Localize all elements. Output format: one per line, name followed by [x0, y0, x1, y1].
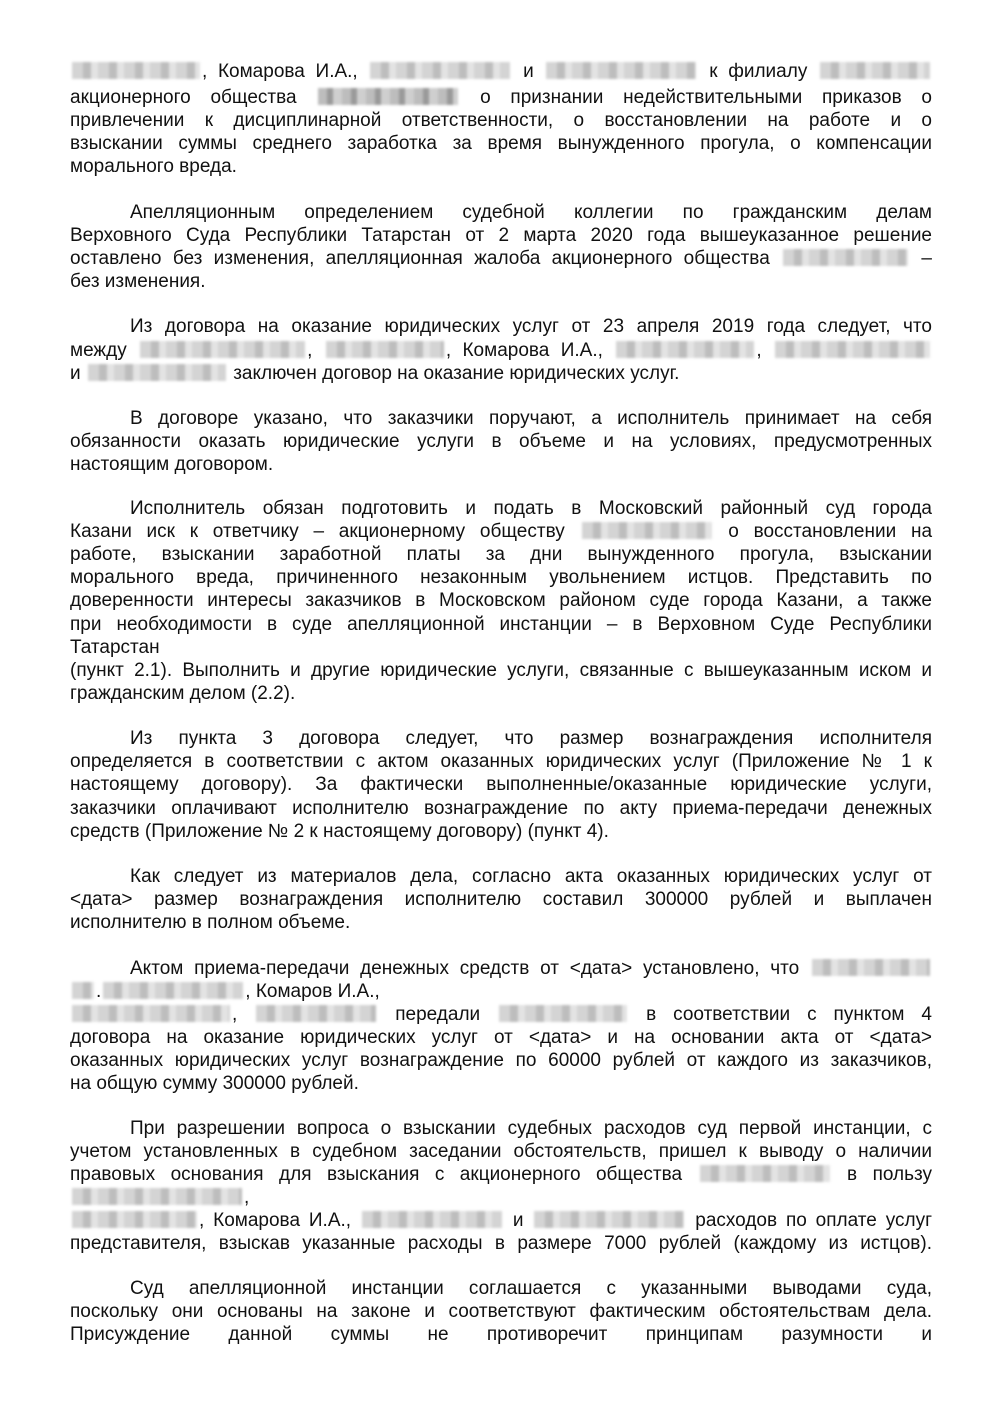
text-line: В договоре указано, что заказчики поручают, а исполнитель принимает на себя — [130, 408, 932, 429]
text-line: настоящим договором. — [70, 454, 274, 475]
text-line: обязанности оказать юридические услуги в объеме и на условиях, предусмотренных — [70, 431, 932, 452]
redacted-text — [616, 341, 754, 358]
redacted-text — [256, 1005, 376, 1022]
text-line: определяется в соответствии с актом оказанных юридических услуг (Приложение № 1 к — [70, 751, 932, 772]
text-line: доверенности интересы заказчиков в Московском районом суде города Казани, а также — [70, 590, 932, 611]
text-line: привлечении к дисциплинарной ответственности, о восстановлении на работе и о — [70, 110, 932, 131]
text-line: Из пункта 3 договора следует, что размер вознаграждения исполнителя — [130, 728, 932, 749]
redacted-text — [820, 62, 930, 79]
redacted-text — [499, 1005, 627, 1022]
text-line: настоящему договору). За фактически выполненные/оказанные юридические услуги, — [70, 774, 932, 795]
text-line: Татарстан — [70, 637, 160, 658]
redacted-text — [783, 249, 908, 266]
redacted-text — [326, 341, 444, 358]
redacted-text — [103, 982, 243, 999]
text-line: морального вреда. — [70, 156, 237, 177]
text-line: договора на оказание юридических услуг от <дата> и на основании акта от <дата> — [70, 1027, 932, 1048]
text-line: взыскании суммы среднего заработка за время вынужденного прогула, о компенсации — [70, 133, 932, 154]
text-line: Верховного Суда Республики Татарстан от 2 марта 2020 года вышеуказанное решение — [70, 225, 932, 246]
text-line: Как следует из материалов дела, согласно акта оказанных юридических услуг от — [130, 866, 932, 887]
redacted-text — [582, 522, 712, 539]
redacted-text — [72, 62, 200, 79]
text-line: между , , Комарова И.А., , — [70, 339, 932, 362]
text-line: , — [70, 1186, 932, 1209]
text-line: поскольку они основаны на законе и соответствуют фактическим обстоятельствам дела. — [70, 1301, 932, 1322]
text-line: Суд апелляционной инстанции соглашается с указанными выводами суда, — [130, 1278, 932, 1299]
redacted-text — [700, 1165, 830, 1182]
text-line: оказанных юридических услуг вознаграждение по 60000 рублей от каждого из заказчиков, — [70, 1050, 932, 1071]
text-line: правовых основания для взыскания с акционерного общества в пользу — [70, 1164, 932, 1185]
text-line: Исполнитель обязан подготовить и подать в Московский районный суд города — [130, 498, 932, 519]
redacted-text — [370, 62, 510, 79]
text-line: при необходимости в суде апелляционной инстанции – в Верховном Суде Республики — [70, 614, 932, 635]
redacted-text — [72, 1188, 242, 1205]
text-line: морального вреда, причиненного незаконным увольнением истцов. Представить по — [70, 567, 932, 588]
redacted-text — [775, 341, 930, 358]
text-line: исполнителю в полном объеме. — [70, 912, 351, 933]
text-line: учетом установленных в судебном заседании обстоятельств, пришел к выводу о наличии — [70, 1141, 932, 1162]
redacted-text — [72, 1211, 197, 1228]
text-line: При разрешении вопроса о взыскании судебных расходов суд первой инстанции, с — [130, 1118, 932, 1139]
redacted-text — [88, 364, 226, 381]
text-line: гражданским делом (2.2). — [70, 683, 296, 704]
text-line: представителя, взыскав указанные расходы в размере 7000 рублей (каждому из истцов). — [70, 1233, 932, 1254]
text-line: акционерного общества о признании недействительными приказов о — [70, 87, 932, 108]
redacted-text — [318, 88, 458, 105]
text-line: и заключен договор на оказание юридических услуг. — [70, 363, 680, 384]
text-line: без изменения. — [70, 271, 206, 292]
text-line: , Комарова И.А., и к филиалу — [70, 60, 932, 83]
text-line: Апелляционным определением судебной коллегии по гражданским делам — [130, 202, 932, 223]
redacted-text — [72, 1005, 230, 1022]
text-line: , Комарова И.А., и расходов по оплате услуг — [70, 1209, 932, 1232]
text-line: Присуждение данной суммы не противоречит принципам разумности и — [70, 1324, 932, 1345]
text-line: Казани иск к ответчику – акционерному обществу о восстановлении на — [70, 521, 933, 542]
redacted-text — [812, 959, 930, 976]
text-line: . , Комаров И.А., — [70, 980, 932, 1003]
text-line: Актом приема-передачи денежных средств от <дата> установлено, что — [70, 957, 932, 980]
redacted-text — [362, 1211, 502, 1228]
redacted-text — [72, 982, 94, 999]
redacted-text — [140, 341, 305, 358]
redacted-text — [534, 1211, 684, 1228]
text-line: Из договора на оказание юридических услуг от 23 апреля 2019 года следует, что — [130, 316, 932, 337]
text-line: оставлено без изменения, апелляционная жалоба акционерного общества – — [70, 248, 932, 269]
text-line: заказчики оплачивают исполнителю вознаграждение по акту приема-передачи денежных — [70, 798, 932, 819]
text-line: средств (Приложение № 2 к настоящему договору) (пункт 4). — [70, 821, 609, 842]
text-line: <дата> размер вознаграждения исполнителю составил 300000 рублей и выплачен — [70, 889, 932, 910]
text-line: (пункт 2.1). Выполнить и другие юридические услуги, связанные с вышеуказанным иском и — [70, 660, 932, 681]
text-line: работе, взыскании заработной платы за дни вынужденного прогула, взыскании — [70, 544, 932, 565]
text-line: , передали в соответствии с пунктом 4 — [70, 1003, 932, 1026]
redacted-text — [546, 62, 696, 79]
text-line: на общую сумму 300000 рублей. — [70, 1073, 359, 1094]
